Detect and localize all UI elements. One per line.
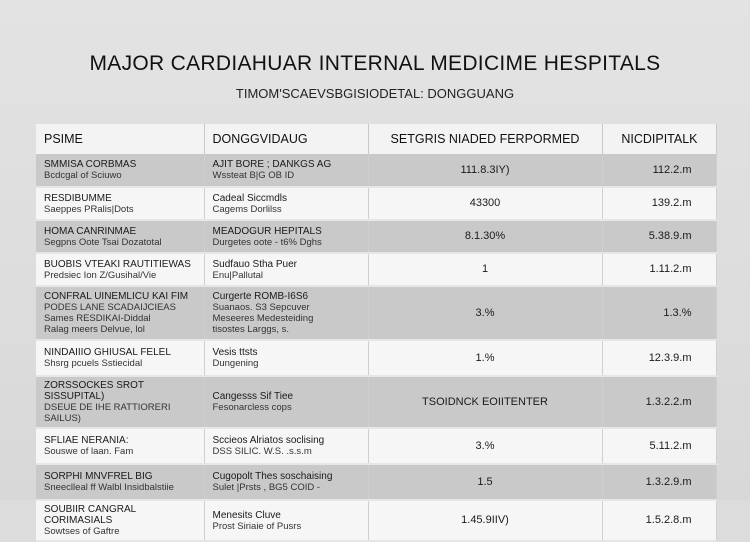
location-line: tisostes Larggs, s. (212, 324, 290, 335)
hospital-table (36, 124, 717, 542)
hospital-value-cell: 1.11.2.m (602, 253, 716, 286)
location-cell (204, 428, 368, 464)
location-line: DSS SILIC. W.S. .s.s.m (212, 446, 312, 457)
hospital-value-cell: 1.5.2.8.m (602, 500, 716, 541)
location-cell (204, 500, 368, 541)
services-cell: 1.5 (368, 464, 602, 500)
location-cell (204, 464, 368, 500)
location-line: Wssteat B|G OB ID (212, 170, 295, 181)
location-cell (204, 286, 368, 340)
hospital-name-line: Bcdcgal of Sciuwo (44, 170, 122, 181)
services-cell: 1 (368, 253, 602, 286)
hospital-name-cell (36, 500, 204, 541)
services-cell: 111.8.3IY) (368, 154, 602, 187)
table-header-row (36, 124, 716, 154)
table-row (36, 286, 716, 340)
location-line: Enu|Pallutal (212, 269, 264, 281)
table-row (36, 340, 716, 376)
page-subtitle: TIMOM'SCAEVSBGISIODETAL: DONGGUANG (235, 86, 515, 101)
location-line: Cadeal Siccmdls (212, 192, 287, 204)
hospital-name-line: CONFRAL UINEMLICU KAI FIM (44, 291, 189, 302)
location-line: Menesits Cluve (212, 509, 281, 521)
services-cell: 1.45.9IIV) (368, 500, 602, 541)
column-header-name: PSIME (36, 124, 204, 154)
column-header-location: DONGGVIDAUG (204, 124, 368, 154)
table-row (36, 500, 716, 541)
hospital-value-cell: 5.11.2.m (602, 428, 716, 464)
hospital-name-cell (36, 428, 204, 464)
location-line: Cangesss Sif Tiee (212, 391, 294, 402)
location-line: AJIT BORE ; DANKGS AG (212, 159, 332, 170)
hospital-name-cell (36, 464, 204, 500)
location-line: Fesonarcless cops (212, 402, 292, 413)
location-line: Cugopolt Thes soschaising (212, 471, 333, 482)
hospital-name-line: BUOBIS VTEAKI RAUTITIEWAS (44, 258, 191, 270)
hospital-value-cell: 1.3.2.9.m (602, 464, 716, 500)
hospital-name-line: Sowtses of Gaftre (44, 526, 120, 537)
column-header-services: SETGRIS NIADED FERPORMED (368, 124, 602, 154)
hospital-name-line: Sneeclleal ff Walbl Insidbalstiie (44, 482, 174, 493)
hospital-name-line: ZORSSOCKES SROT SISSUPITAL) (44, 380, 144, 402)
hospital-name-cell (36, 253, 204, 286)
hospital-name-line: SFLIAE NERANIA: (44, 435, 129, 446)
location-cell (204, 376, 368, 428)
location-line: Cagems Dorlilss (212, 203, 282, 215)
location-line: Sulet |Prsts , BG5 COID - (212, 482, 321, 493)
hospital-name-line: SMMISA CORBMAS (44, 159, 137, 170)
column-header-hospital: NICDIPITALK (602, 124, 716, 154)
table-row (36, 376, 716, 428)
services-cell: 1.% (368, 340, 602, 376)
table-body (36, 154, 716, 541)
location-cell (204, 154, 368, 187)
hospital-value-cell: 112.2.m (602, 154, 716, 187)
hospital-value-cell: 12.3.9.m (602, 340, 716, 376)
hospital-value-cell: 5.38.9.m (602, 220, 716, 253)
hospital-name-line: Predsiec Ion Z/Gusihal/Vie (44, 269, 157, 281)
table-row (36, 253, 716, 286)
services-cell: 43300 (368, 187, 602, 220)
hospital-name-cell (36, 340, 204, 376)
table-row (36, 154, 716, 187)
location-line: Meseeres Medesteiding (212, 313, 314, 324)
hospital-value-cell: 139.2.m (602, 187, 716, 220)
table-row (36, 220, 716, 253)
hospital-name-line: Sames RESDIKAI-Diddal (44, 313, 151, 324)
services-cell: 3.% (368, 286, 602, 340)
hospital-name-line: SORPHI MNVFREL BIG (44, 471, 153, 482)
hospital-name-line: Ralag meers Delvue, lol (44, 324, 145, 335)
location-line: Vesis ttsts (212, 347, 258, 358)
hospital-name-line: DSEUE DE IHE RATTIORERI SAILUS) (44, 402, 171, 424)
services-cell: 3.% (368, 428, 602, 464)
hospital-name-cell (36, 187, 204, 220)
page-title: MAJOR CARDIAHUAR INTERNAL MEDICIME HESPITALS (89, 52, 661, 75)
location-line: Dungening (212, 358, 259, 369)
location-line: Curgerte ROMB-I6S6 (212, 291, 309, 302)
location-line: Prost Siriaie of Pusrs (212, 520, 302, 532)
hospital-name-line: HOMA CANRINMAE (44, 225, 137, 237)
hospital-name-line: Segpns Oote Tsai Dozatotal (44, 236, 162, 248)
location-line: Durgetes oote - t6% Dghs (212, 236, 322, 248)
hospital-name-line: NINDAIIIO GHIUSAL FELEL (44, 347, 171, 358)
hospital-name-line: PODES LANE SCADAIJCIEAS (44, 302, 176, 313)
location-line: Suanaos. S3 Sepcuver (212, 302, 310, 313)
hospital-name-line: SOUBIIR CANGRAL CORIMASIALS (44, 504, 136, 526)
hospital-name-cell (36, 286, 204, 340)
hospital-name-cell (36, 154, 204, 187)
hospital-name-line: RESDIBUMME (44, 192, 112, 204)
services-cell: 8.1.30% (368, 220, 602, 253)
location-cell (204, 220, 368, 253)
table-row (36, 187, 716, 220)
location-cell (204, 253, 368, 286)
location-cell (204, 340, 368, 376)
location-line: Sudfauo Stha Puer (212, 258, 298, 270)
hospital-name-line: Saeppes PRalis|Dots (44, 203, 134, 215)
hospital-name-line: Shsrg pcuels Sstiecidal (44, 358, 143, 369)
table-row (36, 464, 716, 500)
table-row (36, 428, 716, 464)
hospital-value-cell: 1.3.% (602, 286, 716, 340)
hospital-value-cell: 1.3.2.2.m (602, 376, 716, 428)
hospital-name-cell (36, 220, 204, 253)
location-line: MEADOGUR HEPITALS (212, 225, 322, 237)
location-line: Sccieos Alriatos soclising (212, 435, 325, 446)
services-cell: TSOIDNCK EOIITENTER (368, 376, 602, 428)
hospital-name-line: Souswe of laan. Fam (44, 446, 134, 457)
hospital-name-cell (36, 376, 204, 428)
location-cell (204, 187, 368, 220)
